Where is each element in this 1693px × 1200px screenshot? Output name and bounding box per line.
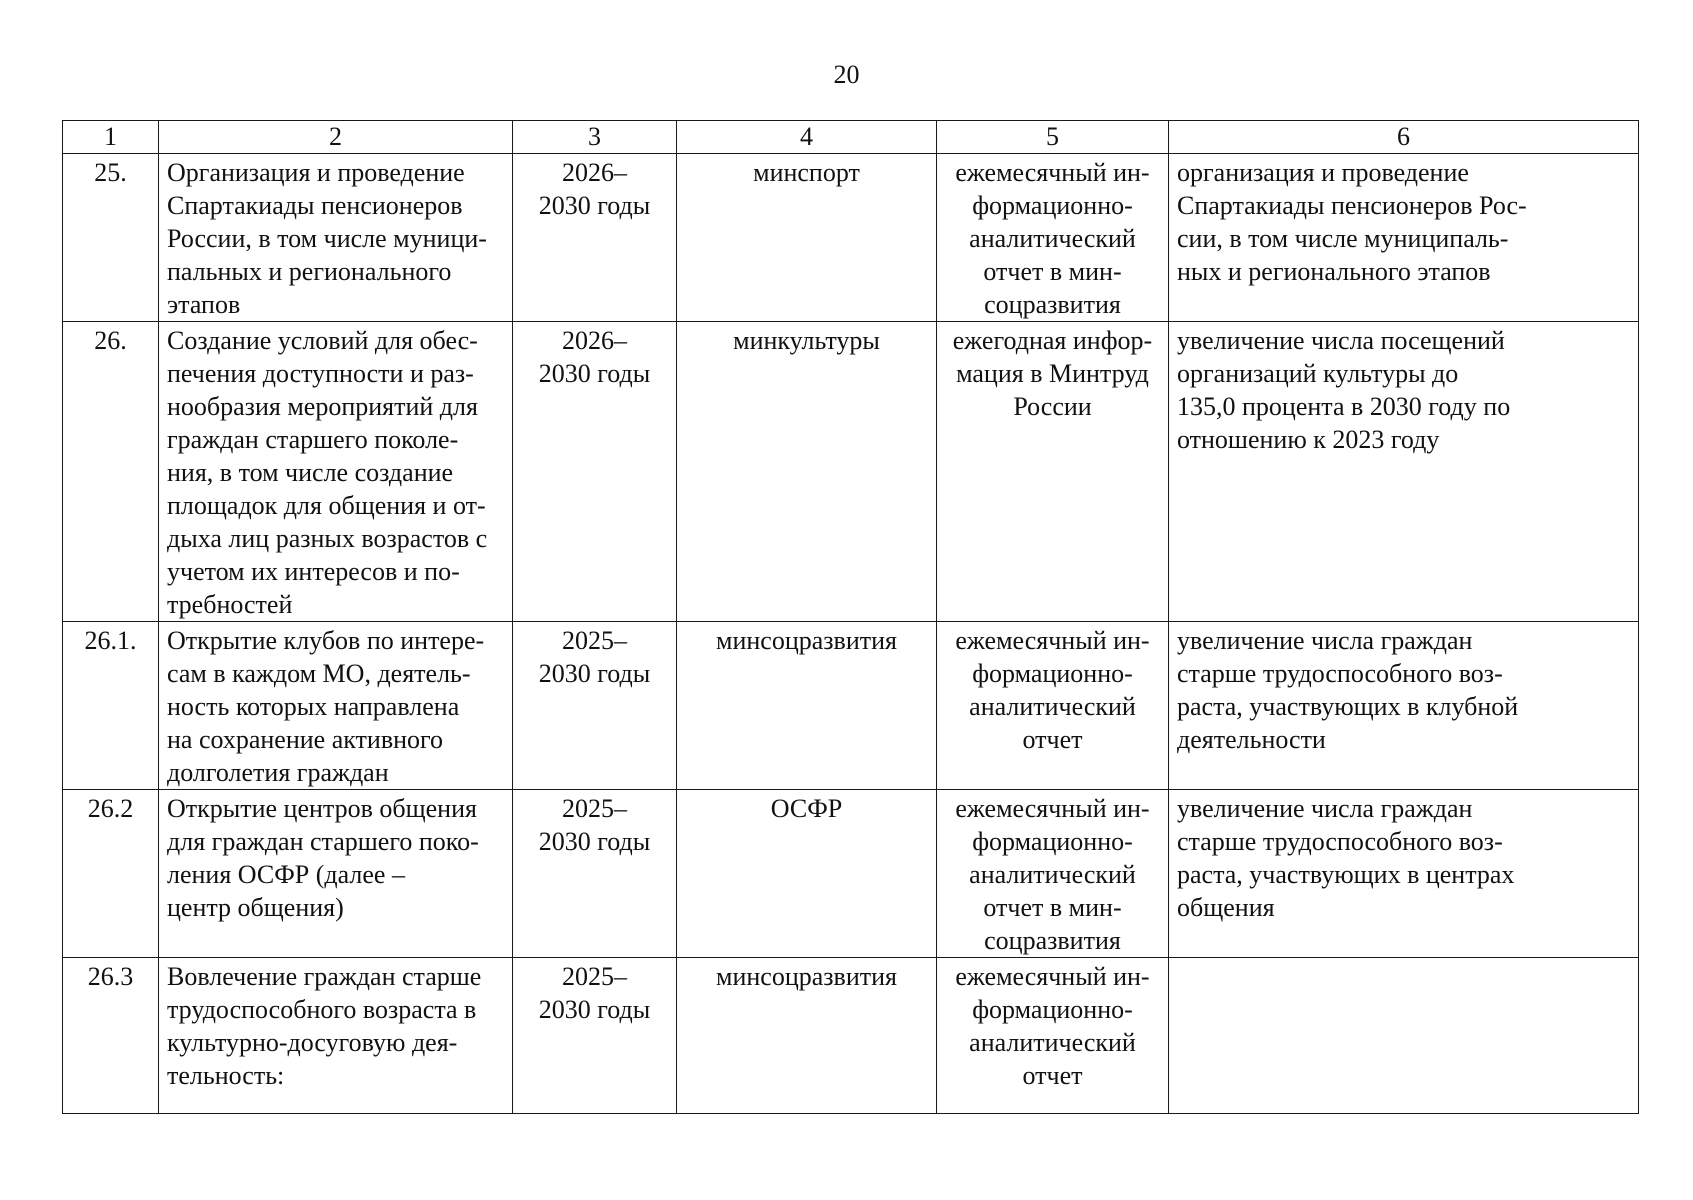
report-form-cell: [937, 322, 1169, 622]
cell-text-line: отчет в мин-: [983, 893, 1122, 922]
row-number-cell: 26.3: [63, 958, 159, 1114]
report-form-cell: [937, 790, 1169, 958]
cell-text-line: отношению к 2023 году: [1177, 425, 1440, 454]
report-form-cell: [937, 622, 1169, 790]
cell-text-line: соцразвития: [984, 926, 1121, 955]
cell-text-line: культурно-досуговую дея-: [167, 1028, 458, 1057]
cell-text-line: ность которых направлена: [167, 692, 460, 721]
row-number-cell: 26.: [63, 322, 159, 622]
period-cell: [513, 154, 677, 322]
cell-text-line: минсоцразвития: [716, 626, 897, 655]
table-row: [63, 790, 1639, 958]
cell-text-line: мация в Минтруд: [956, 359, 1149, 388]
activity-name-cell: [159, 958, 513, 1114]
cell-text-line: сии, в том числе муниципаль-: [1177, 224, 1509, 253]
cell-text-line: минспорт: [753, 158, 860, 187]
cell-text-line: 2026–: [562, 326, 627, 355]
cell-text-line: пальных и регионального: [167, 257, 452, 286]
row-number-cell: 26.1.: [63, 622, 159, 790]
report-form-cell: [937, 154, 1169, 322]
cell-text-line: Вовлечение граждан старше: [167, 962, 482, 991]
header-cell: 4: [677, 121, 937, 154]
cell-text-line: ежемесячный ин-: [955, 794, 1150, 823]
expected-result-cell: [1169, 958, 1639, 1114]
row-number-cell: 26.2: [63, 790, 159, 958]
cell-text-line: долголетия граждан: [167, 758, 389, 787]
cell-text-line: Открытие центров общения: [167, 794, 477, 823]
cell-text-line: на сохранение активного: [167, 725, 444, 754]
expected-result-cell: [1169, 154, 1639, 322]
cell-text-line: печения доступности и раз-: [167, 359, 474, 388]
cell-text-line: нообразия мероприятий для: [167, 392, 478, 421]
cell-text-line: минсоцразвития: [716, 962, 897, 991]
cell-text-line: Спартакиады пенсионеров Рос-: [1177, 191, 1527, 220]
period-cell: [513, 790, 677, 958]
cell-text-line: раста, участвующих в центрах: [1177, 860, 1515, 889]
cell-text-line: соцразвития: [984, 290, 1121, 319]
cell-text-line: 2030 годы: [538, 827, 651, 856]
cell-text-line: деятельности: [1177, 725, 1326, 754]
period-cell: [513, 322, 677, 622]
cell-text-line: дыха лиц разных возрастов с: [167, 524, 488, 553]
cell-text-line: ОСФР: [770, 794, 843, 823]
activity-name-cell: [159, 154, 513, 322]
cell-text-line: Создание условий для обес-: [167, 326, 478, 355]
cell-text-line: учетом их интересов и по-: [167, 557, 460, 586]
header-cell: 6: [1169, 121, 1639, 154]
cell-text-line: 2025–: [562, 962, 627, 991]
expected-result-cell: [1169, 622, 1639, 790]
cell-text-line: отчет: [1022, 725, 1083, 754]
activity-name-cell: [159, 790, 513, 958]
cell-text-line: требностей: [167, 590, 293, 619]
cell-text-line: ных и регионального этапов: [1177, 257, 1491, 286]
cell-text-line: 2030 годы: [538, 659, 651, 688]
cell-text-line: отчет в мин-: [983, 257, 1122, 286]
cell-text-line: тельность:: [167, 1061, 285, 1090]
header-cell: 2: [159, 121, 513, 154]
cell-text-line: организаций культуры до: [1177, 359, 1459, 388]
cell-text-line: старше трудоспособного воз-: [1177, 827, 1503, 856]
cell-text-line: России: [1013, 392, 1092, 421]
responsible-cell: [677, 958, 937, 1114]
period-cell: [513, 958, 677, 1114]
cell-text-line: 2026–: [562, 158, 627, 187]
cell-text-line: России, в том числе муници-: [167, 224, 487, 253]
cell-text-line: организация и проведение: [1177, 158, 1469, 187]
table-row: [63, 958, 1639, 1114]
cell-text-line: общения: [1177, 893, 1275, 922]
cell-text-line: аналитический: [969, 1028, 1136, 1057]
cell-text-line: сам в каждом МО, деятель-: [167, 659, 471, 688]
cell-text-line: формационно-: [972, 191, 1133, 220]
cell-text-line: 2025–: [562, 626, 627, 655]
cell-text-line: центр общения): [167, 893, 344, 922]
cell-text-line: раста, участвующих в клубной: [1177, 692, 1519, 721]
cell-text-line: 2030 годы: [538, 995, 651, 1024]
cell-text-line: формационно-: [972, 659, 1133, 688]
cell-text-line: ежегодная инфор-: [952, 326, 1153, 355]
responsible-cell: [677, 154, 937, 322]
cell-text-line: трудоспособного возраста в: [167, 995, 477, 1024]
cell-text-line: Открытие клубов по интере-: [167, 626, 485, 655]
cell-text-line: старше трудоспособного воз-: [1177, 659, 1503, 688]
activity-name-cell: [159, 322, 513, 622]
cell-text-line: минкультуры: [733, 326, 880, 355]
responsible-cell: [677, 790, 937, 958]
responsible-cell: [677, 622, 937, 790]
cell-text-line: 2030 годы: [538, 359, 651, 388]
cell-text-line: для граждан старшего поко-: [167, 827, 479, 856]
cell-text-line: ления ОСФР (далее –: [167, 860, 405, 889]
cell-text-line: аналитический: [969, 692, 1136, 721]
cell-text-line: ежемесячный ин-: [955, 158, 1150, 187]
cell-text-line: формационно-: [972, 827, 1133, 856]
table-row: [63, 322, 1639, 622]
cell-text-line: увеличение числа граждан: [1177, 794, 1473, 823]
expected-result-cell: [1169, 322, 1639, 622]
report-form-cell: [937, 958, 1169, 1114]
activities-table: [62, 120, 1639, 1114]
period-cell: [513, 622, 677, 790]
cell-text-line: Спартакиады пенсионеров: [167, 191, 463, 220]
cell-text-line: этапов: [167, 290, 241, 319]
header-cell: 5: [937, 121, 1169, 154]
cell-text-line: 2030 годы: [538, 191, 651, 220]
cell-text-line: 135,0 процента в 2030 году по: [1177, 392, 1511, 421]
expected-result-cell: [1169, 790, 1639, 958]
cell-text-line: площадок для общения и от-: [167, 491, 486, 520]
header-cell: 3: [513, 121, 677, 154]
table-row: [63, 622, 1639, 790]
cell-text-line: ежемесячный ин-: [955, 962, 1150, 991]
header-cell: 1: [63, 121, 159, 154]
cell-text-line: аналитический: [969, 860, 1136, 889]
cell-text-line: 2025–: [562, 794, 627, 823]
cell-text-line: увеличение числа граждан: [1177, 626, 1473, 655]
cell-text-line: граждан старшего поколе-: [167, 425, 459, 454]
activity-name-cell: [159, 622, 513, 790]
cell-text-line: ежемесячный ин-: [955, 626, 1150, 655]
row-number-cell: 25.: [63, 154, 159, 322]
cell-text-line: отчет: [1022, 1061, 1083, 1090]
cell-text-line: формационно-: [972, 995, 1133, 1024]
responsible-cell: [677, 322, 937, 622]
cell-text-line: увеличение числа посещений: [1177, 326, 1505, 355]
table-row: [63, 154, 1639, 322]
cell-text-line: Организация и проведение: [167, 158, 465, 187]
cell-text-line: аналитический: [969, 224, 1136, 253]
cell-text-line: ния, в том числе создание: [167, 458, 454, 487]
page-number: 20: [833, 60, 860, 89]
table-header-row: [63, 121, 1639, 154]
